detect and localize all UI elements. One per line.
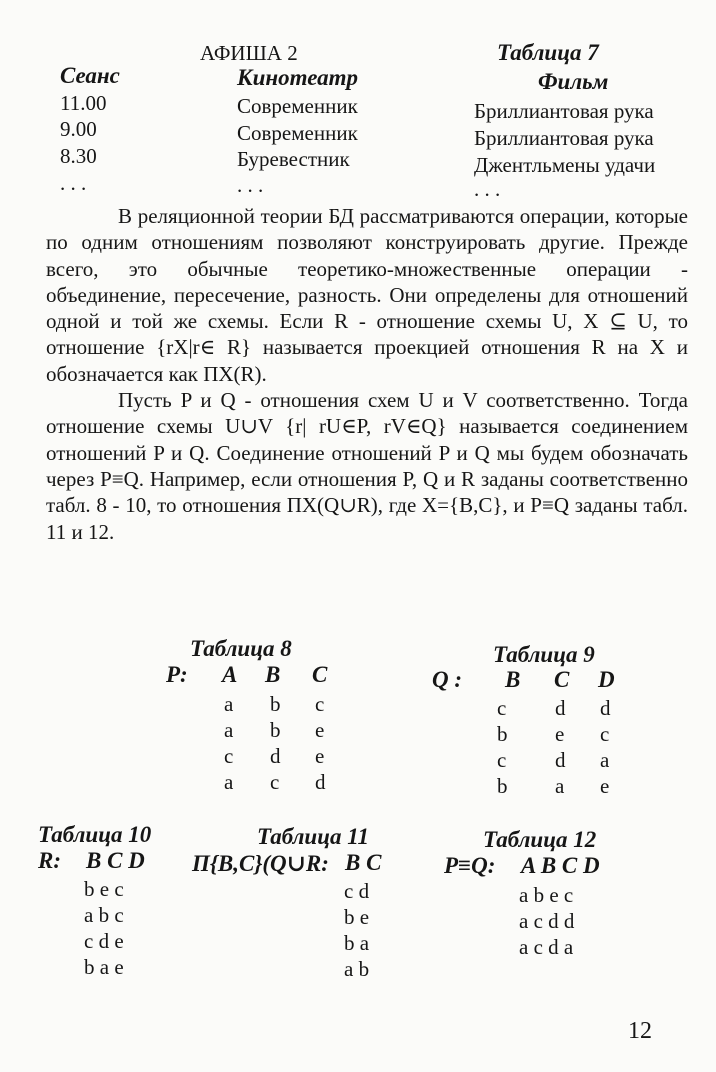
table12-rows: [519, 882, 574, 960]
table10-rows: [84, 876, 124, 980]
header-film: Фильм: [538, 69, 609, 94]
table10-columns: B C D: [86, 848, 145, 873]
afisha-row-2-film: Бриллиантовая рука: [474, 126, 654, 150]
table8-col-a: A: [222, 662, 238, 687]
table11-rows: [344, 878, 369, 982]
table12-row: a c d a: [519, 935, 574, 959]
table8-cell: d: [315, 770, 326, 794]
table8-caption: Таблица 8: [190, 636, 292, 661]
paragraph-2: Пусть P и Q - отношения схем U и V соответственно. Тогда отношение схемы U∪V {r| rU∈P, rV∈Q} называется соединением отношений P и Q. Соединение отношений P и Q мы будем обозначать через P≡Q. Например, если отношения P, Q и R заданы соответственно табл. 8 - 10, то отношения ПX(Q∪R), где X={B,C}, и P≡Q заданы табл. 11 и 12.: [46, 388, 688, 544]
table11-row: c d: [344, 879, 370, 903]
afisha-row-2-cinema: Современник: [237, 121, 358, 145]
table9-cell: c: [600, 722, 610, 746]
paragraph-1: В реляционной теории БД рассматриваются операции, которые по одним отношениям позволяют конструировать другие. Прежде всего, это обычные теоретико-множественные операции - объединение, пересечение, разность. Они определены для отношений одной и той же схемы. Если R - отношение схемы U, X ⊆ U, то отношение {rX|r∈ R} называется проекцией отношения R на X и обозначается как ПX(R).: [46, 204, 688, 386]
table8-col-b: B: [265, 662, 281, 687]
header-kinoteatr: Кинотеатр: [237, 65, 359, 90]
table11-columns: B C: [345, 850, 382, 875]
table11-caption: Таблица 11: [257, 824, 369, 849]
afisha-row-3-time: 8.30: [60, 144, 97, 168]
table11-row: b a: [344, 931, 370, 955]
table9-cell: e: [600, 774, 610, 798]
table8-cell: a: [224, 770, 234, 794]
table9-col-d: D: [598, 667, 615, 692]
table8-cell: a: [224, 692, 234, 716]
table9-cell: b: [497, 722, 508, 746]
table8-cell: b: [270, 692, 281, 716]
table8-label: P:: [166, 662, 188, 687]
table8-cell: d: [270, 744, 281, 768]
table9-col-c: C: [554, 667, 570, 692]
table9-cell: d: [555, 696, 566, 720]
afisha-title: АФИША 2: [200, 41, 298, 65]
table9-cell: a: [600, 748, 610, 772]
afisha-row-4-cinema: . . .: [237, 173, 264, 197]
afisha-row-1-cinema: Современник: [237, 94, 358, 118]
table8-cell: e: [315, 744, 325, 768]
table10-label: R:: [38, 848, 61, 873]
header-seans: Сеанс: [60, 63, 120, 88]
table9-col-b: B: [505, 667, 521, 692]
table9-caption: Таблица 9: [493, 642, 595, 667]
table12-row: a c d d: [519, 909, 575, 933]
table10-row: c d e: [84, 929, 124, 953]
table9-cell: c: [497, 696, 507, 720]
table8-cell: c: [315, 692, 325, 716]
table8-cell: b: [270, 718, 281, 742]
afisha-row-3-film: Джентльмены удачи: [474, 153, 656, 177]
table9-cell: d: [555, 748, 566, 772]
body-text: [46, 203, 688, 545]
afisha-row-1-time: 11.00: [60, 91, 107, 115]
table11-label: П{B,C}(Q∪R:: [192, 851, 329, 876]
page-number: 12: [628, 1018, 652, 1044]
table8-cell: c: [224, 744, 234, 768]
table9-cell: b: [497, 774, 508, 798]
afisha-row-2-time: 9.00: [60, 117, 97, 141]
table12-row: a b e c: [519, 883, 574, 907]
afisha-row-4-film: . . .: [474, 177, 501, 201]
afisha-row-1-film: Бриллиантовая рука: [474, 99, 654, 123]
table10-row: a b c: [84, 903, 124, 927]
table8-col-c: C: [312, 662, 328, 687]
table11-row: a b: [344, 957, 370, 981]
table12-label: P≡Q:: [444, 853, 496, 878]
table10-row: b a e: [84, 955, 124, 979]
afisha-row-3-cinema: Буревестник: [237, 147, 350, 171]
afisha-row-4-time: . . .: [60, 171, 87, 195]
table9-cell: e: [555, 722, 565, 746]
table8-cell: e: [315, 718, 325, 742]
table12-columns: A B C D: [521, 853, 600, 878]
table9-label: Q :: [432, 667, 463, 692]
table11-row: b e: [344, 905, 370, 929]
table8-cell: a: [224, 718, 234, 742]
table10-row: b e c: [84, 877, 124, 901]
table9-cell: c: [497, 748, 507, 772]
table12-caption: Таблица 12: [483, 827, 597, 852]
table7-caption: Таблица 7: [497, 40, 599, 65]
table9-cell: d: [600, 696, 611, 720]
table10-caption: Таблица 10: [38, 822, 152, 847]
table9-cell: a: [555, 774, 565, 798]
table8-cell: c: [270, 770, 280, 794]
